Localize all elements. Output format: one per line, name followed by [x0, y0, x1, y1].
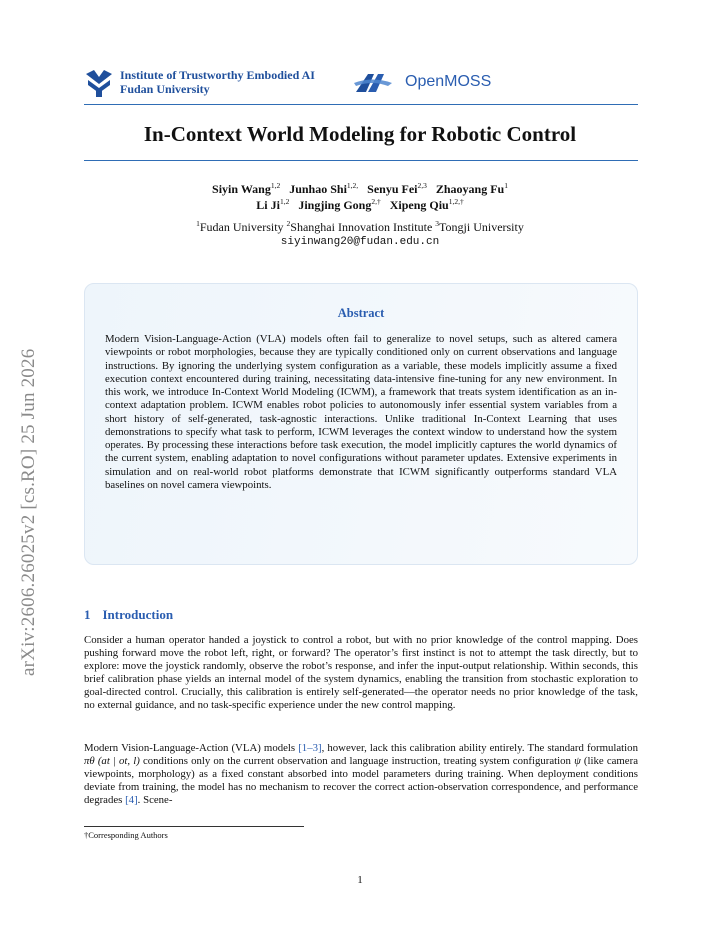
institute-name [120, 69, 315, 96]
policy-formula: πθ (at | ot, l) [84, 755, 140, 768]
page-number: 1 [357, 874, 363, 886]
header [84, 66, 638, 105]
institute-line1: Institute of Trustworthy Embodied AI [120, 68, 315, 82]
footnote: †Corresponding Authors [84, 830, 168, 840]
contact-email: siyinwang20@fudan.edu.cn [280, 236, 440, 248]
author: Senyu Fei$^{2,3}$ [367, 181, 427, 196]
citation-link[interactable]: [4] [125, 794, 138, 807]
author: Siyin Wang$^{1,2}$ [212, 181, 281, 196]
intro-paragraph-1: Consider a human operator handed a joystick to control a robot, but with no prior knowledge of the control mapping. Does pushing forward move the robot left, right, or forward? The operator’s first instinct is not to attempt the task directly, but to explore: move the joystick randomly, observe the robot’s response, and infer the input-output relationship. Within seconds, this brief calibration phase yields an internal model of the system dynamics, enabling the transition from stochastic exploration to goal-directed control. Crucially, this calibration is entirely self-generated—the operator needs no prior knowledge of the task, no external guidance, and no task-specific experience under the new control mapping. [84, 634, 638, 712]
author: Jingjing Gong$^{2,\dagger}$ [298, 197, 381, 212]
title-divider [84, 160, 638, 161]
author: Zhaoyang Fu$^1$ [435, 181, 508, 196]
authors-line2 [0, 197, 720, 213]
footnote-divider [84, 826, 304, 827]
section-heading [84, 607, 173, 623]
authors-line1 [0, 181, 720, 197]
institute-line2: Fudan University [120, 81, 210, 96]
psi-symbol: ψ [574, 755, 581, 768]
abstract-heading: Abstract [337, 306, 385, 320]
section-title: Introduction [102, 607, 174, 622]
openmoss-label: OpenMOSS [405, 73, 492, 90]
affiliations: $^1$Fudan University $^2$Shanghai Innovation Institute $^3$Tongji University [196, 219, 524, 234]
fudan-embodied-ai-logo-icon [84, 68, 114, 98]
arxiv-identifier: arXiv:2606.26025v2 [cs.RO] 25 Jun 2026 [18, 348, 39, 676]
openmoss-logo-icon [352, 72, 398, 94]
author: Junhao Shi$^{1,2,}$ [289, 181, 359, 196]
citation-link[interactable]: [1–3] [298, 742, 322, 754]
author: Xipeng Qiu$^{1,2,\dagger}$ [389, 197, 464, 212]
abstract-box [84, 283, 638, 565]
intro-paragraph-2: Modern Vision-Language-Action (VLA) models [1–3], however, lack this calibration ability entirely. The standard formulation πθ (at | ot, l) conditions only on the current observation and language instruction, treating system configuration ψ (like camera viewpoints, morphology) as a fixed constant absorbed into model parameters during training. When deployment conditions deviate from training, the model has no mechanism to recover the correct action-observation correspondence, and performance degrades [4]. Scene- [84, 742, 638, 807]
section-number: 1 [84, 607, 91, 622]
abstract-text: Modern Vision-Language-Action (VLA) models often fail to generalize to novel setups, such as altered camera viewpoints or robot morphologies, because they are typically conditioned only on current observations and language instructions. By ignoring the underlying system configuration as a variable, these models implicitly assume a fixed execution context encountered during training, necessitating data-intensive fine-tuning for any new environment. In this work, we introduce In-Context World Modeling (ICWM), a framework that treats system identification as an in-context adaptation problem. ICWM enables robot policies to autonomously infer essential system variables from a short history of self-generated, task-agnostic interactions. Unlike traditional In-Context Learning that uses demonstrations to specify what task to perform, ICWM leverages the context window to understand how the system operates. By processing these interactions before task execution, the model implicitly captures the world dynamics of the current system, enabling adaptation to novel configurations without parameter updates. Extensive experiments in simulation and on real-world robot platforms demonstrate that ICWM significantly outperforms standard VLA baselines on novel camera viewpoints. [105, 333, 617, 491]
paper-title: In-Context World Modeling for Robotic Control [143, 122, 577, 146]
author: Li Ji$^{1,2}$ [256, 197, 290, 212]
